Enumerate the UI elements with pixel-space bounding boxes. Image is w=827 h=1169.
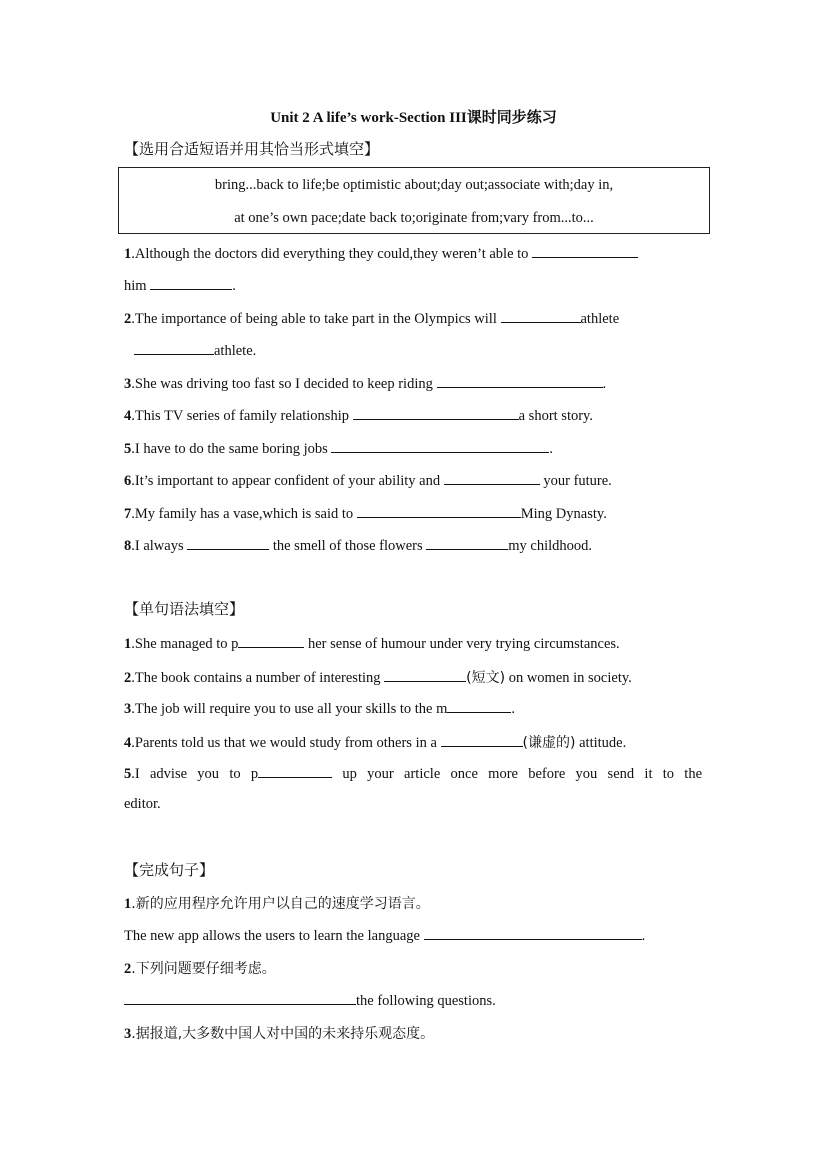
- question-7: [124, 504, 702, 523]
- answer-blank[interactable]: [501, 309, 581, 323]
- question-5: [124, 439, 702, 458]
- answer-blank[interactable]: [444, 471, 540, 485]
- sentence-question-1-en: [124, 926, 702, 945]
- question-number: 8: [124, 538, 132, 554]
- question-text: .I advise you to p: [131, 766, 259, 782]
- answer-blank[interactable]: [437, 374, 603, 388]
- sentence-question-1: [124, 893, 702, 913]
- sentence-question-2: [124, 958, 702, 978]
- question-number: 3: [124, 701, 132, 717]
- question-text: The new app allows the users to learn the language: [124, 928, 420, 944]
- question-8: [124, 536, 702, 555]
- question-text: .This TV series of family relationship: [131, 408, 349, 424]
- question-2-cont: [134, 341, 712, 360]
- question-text: athlete: [580, 311, 620, 327]
- question-number: 2: [124, 961, 132, 977]
- question-text: up your article once more before you send it to the: [342, 766, 703, 782]
- question-prompt-cn: .新的应用程序允许用户以自己的速度学习语言。: [131, 896, 430, 912]
- question-text: .I always: [131, 538, 184, 554]
- question-text: on women in society.: [508, 670, 632, 686]
- answer-blank[interactable]: [353, 406, 519, 420]
- question-text: .She was driving too fast so I decided to keep riding: [131, 376, 433, 392]
- answer-blank[interactable]: [134, 341, 214, 355]
- question-number: 4: [124, 735, 132, 751]
- question-1: [124, 244, 702, 263]
- question-number: 5: [124, 441, 132, 457]
- question-prompt-cn: .下列问题要仔细考虑。: [131, 961, 276, 977]
- question-number: 5: [124, 766, 132, 782]
- question-number: 2: [124, 311, 132, 327]
- question-text: a short story.: [518, 408, 593, 424]
- question-number: 3: [124, 376, 132, 392]
- question-text: the following questions.: [356, 993, 496, 1009]
- section-heading-sentences: 【完成句子】: [124, 861, 215, 879]
- question-text: him: [124, 278, 147, 294]
- question-text: your future.: [543, 473, 612, 489]
- answer-blank[interactable]: [238, 634, 304, 648]
- grammar-question-5: [124, 764, 702, 783]
- question-1-cont: [124, 276, 702, 295]
- question-text: athlete.: [214, 343, 257, 359]
- question-text: editor.: [124, 796, 161, 812]
- question-prompt-cn: .据报道,大多数中国人对中国的未来持乐观态度。: [131, 1026, 435, 1042]
- question-number: 7: [124, 506, 132, 522]
- question-text: .She managed to p: [131, 636, 239, 652]
- question-2: [124, 309, 702, 328]
- question-number: 2: [124, 670, 132, 686]
- question-number: 1: [124, 896, 132, 912]
- question-6: [124, 471, 702, 490]
- answer-blank[interactable]: [447, 699, 511, 713]
- answer-blank[interactable]: [424, 926, 642, 940]
- question-text: .: [602, 376, 607, 392]
- answer-blank[interactable]: [124, 991, 356, 1005]
- question-number: 3: [124, 1026, 132, 1042]
- question-text: my childhood.: [508, 538, 593, 554]
- question-3: [124, 374, 702, 393]
- page-title: Unit 2 A life’s work-Section III课时同步练习: [270, 110, 557, 126]
- question-text: .It’s important to appear confident of your ability and: [131, 473, 441, 489]
- hint-text: (短文): [466, 670, 506, 686]
- question-text: .: [511, 701, 516, 717]
- question-4: [124, 406, 702, 425]
- section-heading-phrases: 【选用合适短语并用其恰当形式填空】: [124, 140, 380, 158]
- answer-blank[interactable]: [357, 504, 521, 518]
- question-text: .Parents told us that we would study from others in a: [131, 735, 437, 751]
- grammar-question-1: [124, 634, 702, 653]
- sentence-question-3: [124, 1023, 702, 1043]
- answer-blank[interactable]: [441, 733, 523, 747]
- grammar-question-5-cont: [124, 796, 702, 813]
- question-number: 6: [124, 473, 132, 489]
- phrase-box: [118, 167, 710, 234]
- grammar-question-4: [124, 732, 702, 752]
- question-text: .My family has a vase,which is said to: [131, 506, 354, 522]
- answer-blank[interactable]: [426, 536, 508, 550]
- question-text: .I have to do the same boring jobs: [131, 441, 328, 457]
- answer-blank[interactable]: [187, 536, 269, 550]
- answer-blank[interactable]: [150, 276, 232, 290]
- question-text: .Although the doctors did everything they could,they weren’t able to: [131, 246, 529, 262]
- question-text: .: [232, 278, 236, 294]
- question-text: .The importance of being able to take part in the Olympics will: [131, 311, 497, 327]
- answer-blank[interactable]: [532, 244, 638, 258]
- answer-blank[interactable]: [258, 764, 332, 778]
- question-text: .: [549, 441, 554, 457]
- question-text: Ming Dynasty.: [520, 506, 607, 522]
- answer-blank[interactable]: [384, 668, 466, 682]
- question-text: the smell of those flowers: [272, 538, 423, 554]
- hint-text: (谦虚的): [522, 735, 576, 751]
- phrase-list-line-2: at one’s own pace;date back to;originate from;vary from...to...: [234, 210, 594, 226]
- section-heading-grammar: 【单句语法填空】: [124, 600, 245, 618]
- question-number: 1: [124, 246, 132, 262]
- question-number: 4: [124, 408, 132, 424]
- question-text: .The book contains a number of interesting: [131, 670, 381, 686]
- phrase-list-line-1: bring...back to life;be optimistic about;day out;associate with;day in,: [214, 177, 614, 193]
- answer-blank[interactable]: [331, 439, 549, 453]
- sentence-question-2-en: [124, 991, 702, 1010]
- question-text: .The job will require you to use all your skills to the m: [131, 701, 448, 717]
- question-text: attitude.: [579, 735, 627, 751]
- question-text: .: [641, 928, 646, 944]
- grammar-question-3: [124, 699, 702, 718]
- question-text: her sense of humour under very trying circumstances.: [308, 636, 620, 652]
- question-number: 1: [124, 636, 132, 652]
- grammar-question-2: [124, 667, 702, 687]
